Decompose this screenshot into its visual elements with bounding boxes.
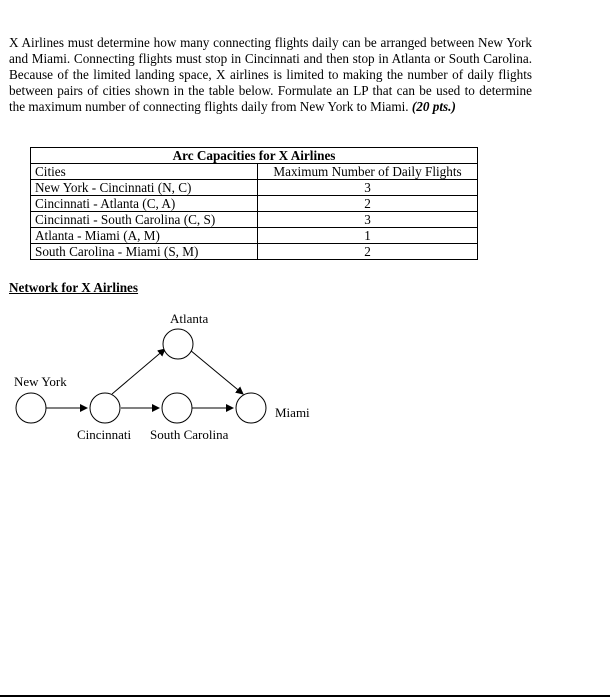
node-miami [236,393,266,423]
label-cincinnati: Cincinnati [77,427,132,442]
network-title: Network for X Airlines [9,280,139,295]
node-south-carolina [162,393,192,423]
row-cities: Cincinnati - South Carolina (C, S) [31,212,258,228]
page-bottom-divider [0,695,610,697]
label-new-york: New York [14,374,67,389]
table-row [31,244,478,260]
table-row [31,180,478,196]
table-header-row [31,164,478,180]
row-cities: Cincinnati - Atlanta (C, A) [31,196,258,212]
problem-points: (20 pts.) [411,99,456,114]
header-cities: Cities [31,164,258,180]
table-row [31,212,478,228]
row-capacity: 3 [258,212,478,228]
row-capacity: 3 [258,180,478,196]
arc-atlanta-miami [190,350,243,394]
node-cincinnati [90,393,120,423]
node-new-york [16,393,46,423]
table-row [31,196,478,212]
header-max-flights: Maximum Number of Daily Flights [258,164,478,180]
table-row [31,228,478,244]
arc-capacities-table [30,147,478,260]
row-capacity: 2 [258,244,478,260]
row-cities: Atlanta - Miami (A, M) [31,228,258,244]
problem-statement [9,35,532,115]
node-atlanta [163,329,193,359]
label-south-carolina: South Carolina [150,427,229,442]
row-cities: New York - Cincinnati (N, C) [31,180,258,196]
problem-text: X Airlines must determine how many connecting flights daily can be arranged between New York and Miami. Connecting flights must stop in Cincinnati and then stop in Atlanta or South Carolina. Because of the limited landing space, X airlines is limited to making the number of daily flights between pairs of cities shown in the table below. Formulate an LP that can be used to determine the maximum number of connecting flights daily from New York to Miami. [9,35,532,114]
label-atlanta: Atlanta [170,311,209,326]
row-cities: South Carolina - Miami (S, M) [31,244,258,260]
table-title: Arc Capacities for X Airlines [31,148,478,164]
row-capacity: 1 [258,228,478,244]
network-diagram [0,300,340,450]
arc-cincinnati-atlanta [112,349,165,394]
row-capacity: 2 [258,196,478,212]
table-title-row [31,148,478,164]
label-miami: Miami [275,405,310,420]
